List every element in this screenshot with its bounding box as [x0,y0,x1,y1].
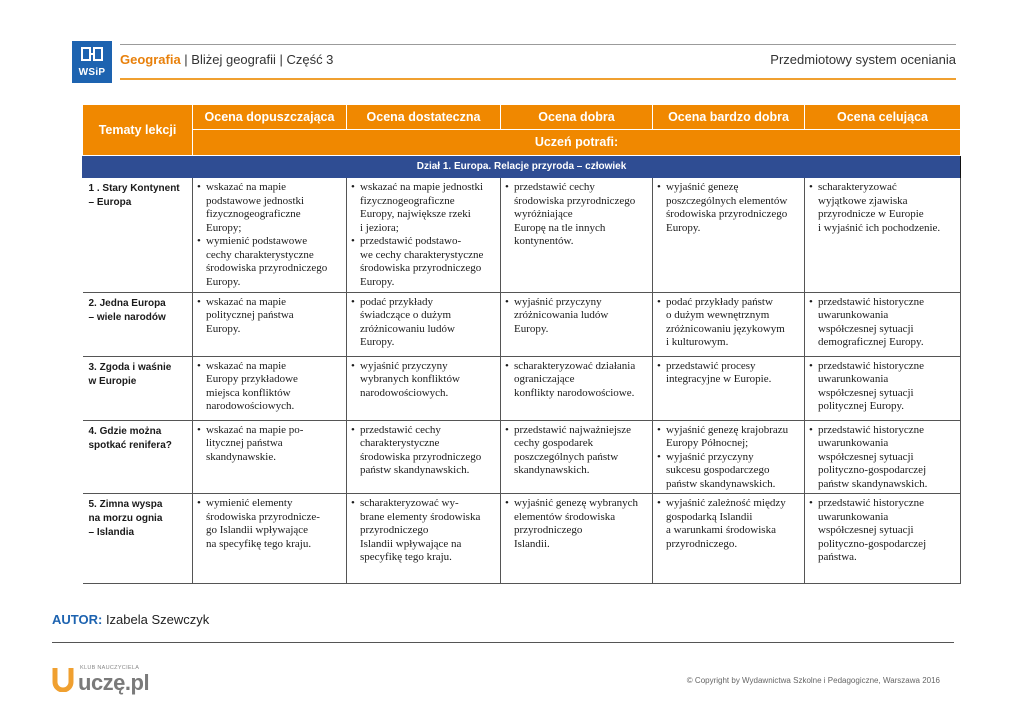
requirement-item [350,296,498,350]
document-type: Przedmiotowy system oceniania [770,52,956,67]
grade-header: Ocena dobra [501,105,653,130]
table-row [83,292,961,356]
requirement-cell [347,356,501,420]
requirement-cell [501,178,653,292]
requirement-item [656,451,802,492]
grade-header: Ocena dostateczna [347,105,501,130]
author-name: Izabela Szewczyk [105,612,210,627]
uczepl-small-text: KLUB NAUCZYCIELA [80,665,140,671]
uczepl-logo [52,662,152,698]
requirement-item [808,296,958,350]
lesson-topic: 3. Zgoda i waśnie w Europie [83,356,193,420]
requirement-item [808,497,958,565]
requirement-item [504,497,650,551]
requirement-cell [805,292,961,356]
requirement-item [504,360,650,401]
bullet-icon: • [505,359,509,372]
requirement-item [196,296,344,337]
requirement-text: wyjaśnić przyczyny wybranych konfliktów narodowościowych. [360,359,460,399]
bullet-icon: • [505,181,509,193]
series-name: Bliżej geografii [191,52,276,67]
requirement-cell [653,178,805,292]
bullet-icon: • [809,181,813,193]
requirement-cell [501,494,653,584]
requirement-item [504,181,650,249]
book-logo-icon [81,46,103,62]
requirement-text: przedstawić procesy integracyjne w Europie. [666,359,772,385]
bullet-icon: • [505,497,509,509]
requirement-cell [805,494,961,584]
requirement-text: przedstawić historyczne uwarunkowania współczesnej sytuacji polityczno-gospodarczej państwa. [818,497,927,563]
requirement-cell [193,494,347,584]
requirement-text: przedstawić najważniejsze cechy gospodarek poszczególnych państw skandynawskich. [514,423,631,476]
requirement-text: przedstawić cechy środowiska przyrodniczego wyróżniające Europę na tle innych kontynentów. [514,181,636,247]
bullet-icon: • [351,359,355,372]
grade-header: Ocena celująca [805,105,961,130]
wsip-logo [72,41,112,83]
requirement-item [656,360,802,387]
requirement-item [350,497,498,565]
requirement-cell [653,420,805,494]
requirement-text: podać przykłady świadczące o dużym zróżnicowaniu ludów Europy. [360,295,455,348]
bullet-icon: • [809,423,813,436]
table-row [83,356,961,420]
bullet-icon: • [197,295,201,308]
requirement-text: scharakteryzować wyjątkowe zjawiska przyrodnicze w Europie i wyjaśnić ich pochodzenie. [818,181,941,234]
part-name: Część 3 [286,52,334,67]
requirement-item [504,424,650,478]
requirement-item [196,497,344,551]
requirement-text: wyjaśnić zależność między gospodarką Islandii a warunkami środowiska przyrodniczego. [666,497,786,550]
bullet-icon: • [351,423,355,436]
requirement-text: przedstawić historyczne uwarunkowania współczesnej sytuacji demograficznej Europy. [818,295,924,348]
document-title [120,52,333,67]
requirement-text: przedstawić cechy charakterystyczne środowiska przyrodniczego państw skandynawskich. [360,423,482,476]
requirement-text: scharakteryzować wy- brane elementy środowiska przyrodniczego Islandii wpływające na specyfikę tego kraju. [360,497,481,563]
bullet-icon: • [809,295,813,308]
bullet-icon: • [505,295,509,308]
requirement-item [808,424,958,492]
bullet-icon: • [657,497,661,509]
title-separator: | [180,52,192,67]
requirement-item [350,360,498,401]
section-title: Dział 1. Europa. Relacje przyroda – człowiek [83,156,961,179]
requirement-text: przedstawić historyczne uwarunkowania współczesnej sytuacji politycznej Europy. [818,359,924,412]
requirement-cell [653,292,805,356]
title-separator: | [275,52,287,67]
requirement-cell [193,420,347,494]
requirement-item [196,424,344,465]
requirement-cell [805,356,961,420]
header-top-rule [120,44,956,45]
lesson-topic: 2. Jedna Europa – wiele narodów [83,292,193,356]
bullet-icon: • [657,181,661,193]
grade-header: Ocena bardzo dobra [653,105,805,130]
requirement-cell [193,178,347,292]
requirement-cell [347,178,501,292]
bullet-icon: • [809,359,813,372]
bullet-icon: • [351,295,355,308]
grade-header: Ocena dopuszczająca [193,105,347,130]
author-line [52,612,209,627]
requirement-text: wyjaśnić genezę wybranych elementów środowiska przyrodniczego Islandii. [514,497,639,550]
copyright-text: © Copyright by Wydawnictwa Szkolne i Pedagogiczne, Warszawa 2016 [686,676,940,685]
requirement-item [656,424,802,451]
requirement-cell [653,494,805,584]
requirement-item [196,181,344,235]
requirement-item [196,360,344,414]
bullet-icon: • [351,235,355,247]
bullet-icon: • [197,235,201,247]
lesson-topic: 1 . Stary Kontynent – Europa [83,178,193,292]
requirement-text: wyjaśnić przyczyny zróżnicowania ludów Europy. [514,295,609,335]
bullet-icon: • [351,181,355,193]
requirement-item [656,497,802,551]
bullet-icon: • [657,359,661,372]
requirement-item [504,296,650,337]
bullet-icon: • [657,450,661,463]
table-row [83,420,961,494]
requirement-text: wskazać na mapie Europy przykładowe miejsca konfliktów narodowościowych. [206,359,298,412]
requirement-text: scharakteryzować działania ograniczające konflikty narodowościowe. [514,359,636,399]
requirement-item [350,181,498,235]
requirement-text: wymienić elementy środowiska przyrodnicze- go Islandii wpływające na specyfikę tego kraju. [206,497,320,550]
requirement-cell [193,292,347,356]
requirement-cell [501,292,653,356]
requirement-text: wyjaśnić genezę poszczególnych elementów środowiska przyrodniczego Europy. [666,181,788,234]
bullet-icon: • [657,423,661,436]
lesson-topic: 4. Gdzie można spotkać renifera? [83,420,193,494]
requirement-cell [501,356,653,420]
requirement-text: wskazać na mapie po- litycznej państwa skandynawskie. [206,423,304,463]
requirement-item [656,181,802,235]
uczepl-name: uczę.pl [78,670,150,695]
table-row [83,178,961,292]
logo-text: WSiP [78,67,106,78]
requirement-item [196,235,344,289]
requirement-item [350,235,498,289]
requirement-item [350,424,498,478]
bullet-icon: • [197,181,201,193]
requirement-text: przedstawić podstawo- we cechy charakterystyczne środowiska przyrodniczego Europy. [360,235,484,288]
requirement-cell [193,356,347,420]
requirement-cell [347,292,501,356]
bullet-icon: • [657,295,661,308]
requirement-item [656,296,802,350]
requirement-text: podać przykłady państw o dużym wewnętrznym zróżnicowaniu językowym i kulturowym. [666,295,785,348]
requirement-cell [347,420,501,494]
header-orange-rule [120,78,956,80]
requirement-cell [347,494,501,584]
bullet-icon: • [505,423,509,436]
table-row [83,494,961,584]
bullet-icon: • [351,497,355,509]
requirement-text: wyjaśnić genezę krajobrazu Europy Północnej; [666,423,789,449]
requirement-text: wyjaśnić przyczyny sukcesu gospodarczego państw skandynawskich. [666,450,776,490]
requirement-text: wskazać na mapie jednostki fizycznogeograficzne Europy, największe rzeki i jeziora; [360,181,484,234]
bullet-icon: • [197,423,201,436]
student-can-subheader: Uczeń potrafi: [193,130,961,156]
lesson-topic: 5. Zimna wyspa na morzu ognia – Islandia [83,494,193,584]
topics-header: Tematy lekcji [83,105,193,156]
requirement-cell [653,356,805,420]
requirement-item [808,360,958,414]
bullet-icon: • [197,497,201,509]
requirement-text: wskazać na mapie podstawowe jednostki fizycznogeograficzne Europy; [206,181,305,234]
footer-rule [52,642,954,643]
requirement-cell [805,178,961,292]
requirement-item [808,181,958,235]
requirement-cell [805,420,961,494]
subject-name: Geografia [120,52,181,67]
author-label: AUTOR: [52,612,103,627]
requirement-text: przedstawić historyczne uwarunkowania współczesnej sytuacji polityczno-gospodarczej państw skandynawskich. [818,423,928,490]
bullet-icon: • [197,359,201,372]
u-mark-icon [52,664,74,692]
grading-table [82,104,961,584]
requirement-cell [501,420,653,494]
bullet-icon: • [809,497,813,509]
requirement-text: wskazać na mapie politycznej państwa Europy. [206,295,294,335]
requirement-text: wymienić podstawowe cechy charakterystyczne środowiska przyrodniczego Europy. [206,235,328,288]
